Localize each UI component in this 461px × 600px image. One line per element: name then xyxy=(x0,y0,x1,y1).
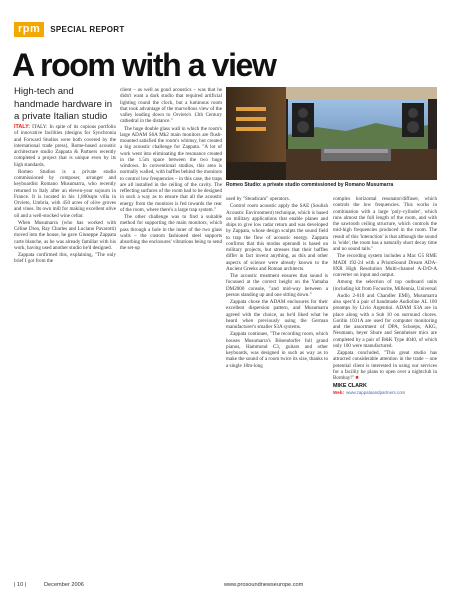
body-paragraph: complex horizontal resonator/diffuser, which controls the low frequencies. This works in combination with a large 'poly-cylinder', which runs almost the full length of the room, and with the sawtooth ceiling structure, which controls the mid-high frequencies produced in the room. The result of this 'interaction' is that although the sound is 'wide', the room has a naturally short decay time and no sound tails." xyxy=(333,196,437,252)
article-headline: A room with a view xyxy=(12,47,276,83)
article-column-3 xyxy=(226,196,328,411)
body-paragraph: The acoustic treatment ensures that sound is focussed at the correct height on the Yamaha DM2000 console, "and mid-way between a person standing up and one sitting down." xyxy=(226,273,328,298)
contact-line xyxy=(333,390,437,396)
studio-photo xyxy=(226,87,437,180)
body-paragraph: Among the selection of top outboard units (including kit from Focusrite, Millennia, Universal xyxy=(333,279,437,292)
body-paragraph: The other challenge was to find a suitable method for supporting the main monitors, which pass through a hole in the inner of the two glass walls – the custom fashioned steel supports absorbing the enclosures' vibrations being to send the set-up xyxy=(120,214,222,252)
photo-caption: Romeo Studio: a private studio commissioned by Romano Musumarra xyxy=(226,182,394,188)
body-paragraph: Romeo Studios is a private studio commissioned by composer, arranger and keyboardist Romano Musumarra, who recently returned to Italy after an eleven-year sojourn in France. It is located in his 1,800sqm villa in Orvieto, Umbria, with 450 acres of olive groves and vines. Its own mill for making excellent olive oil and a well-stocked wine cellar. xyxy=(14,168,116,219)
body-paragraph: Audio 2-610 and Chandler EMI), Musumarra also spec'd a pair of handmade Audioline AL 100 preamps by Livio Argentini. ADAM S3A are in place along with a Sub 10 on surround chores. Gordin 1031A are used for computer monitoring and the assortment of DPA, Schoeps, AKG, Neumann, beyer Shure and Sennheiser mics are completed by a pair of B&K Type 4040, of which only 100 were manufactured. xyxy=(333,292,437,349)
body-paragraph: Zappata confirmed this, explaining, "The only brief I got from the xyxy=(14,252,116,265)
section-header xyxy=(14,22,125,37)
section-label: SPECIAL REPORT xyxy=(50,25,125,34)
article-deck: High-tech and handmade hardware in a private Italian studio xyxy=(14,86,113,122)
body-paragraph: Control room acoustic apply the SAE (Soulish Acoustic Environment) technique, which is based on military applications that enable planes and ships to give low radar return and was developed by Zappata, whose design sculpts the sound field to trap the flow of acoustic energy. Zappata confirms that this modus operandi is based on military projects, but stresses that their baffles differ in fact invent anything, as this and other aspects of science were already known to the Ancient Greeks and Roman architects. xyxy=(226,203,328,272)
publication-logo: rpm xyxy=(14,22,44,37)
body-paragraph: client – as well as good acoustics – was that he didn't want a dark studio that required artificial lighting round the clock, but a luminous room that took advantage of the marvellous view of the valley leading down to Orvieto's 13th Century cathedral in the distance." xyxy=(120,87,222,125)
article-column-1 xyxy=(14,124,116,411)
footer-url[interactable]: www.prosoundnewseurope.com xyxy=(224,582,304,588)
paragraph-text: ITALY: In spite of its copious portfolio of innovative facilities (designs for Synchronia and Forward Studios were both covered by the international trade press), Rome-based acoustic architecture studio Zappata & Partners recently completed a project that is unique even by its high standards. xyxy=(14,124,116,168)
issue-date: December 2006 xyxy=(44,582,84,588)
web-label: Web: xyxy=(333,389,345,395)
end-mark-icon: ■ xyxy=(355,375,359,381)
body-paragraph: used by "Steadicam" operators. xyxy=(226,196,290,202)
page-number: | 10 | xyxy=(14,582,27,588)
article-column-2 xyxy=(120,87,222,411)
dateline: ITALY: xyxy=(14,124,31,130)
body-paragraph xyxy=(14,124,116,168)
website-link[interactable]: www.zappataandpartners.com xyxy=(346,389,406,395)
body-paragraph: The huge double glass wall in which the room's large ADAM S6A Mk2 main monitors are flush-mounted satisfied the room's whimsy, but created a big acoustic challenge for Zappata. "A lot of work went into eliminating the resonance created in the 1.5m space between the two huge windows. In conventional studios, this area is normally walled, with baffles behind the monitors to control low frequencies – in this case, the traps are all installed in the ceiling of the cavity. The reflecting surfaces of the room had to be designed in such a way as to ensure that all the acoustic energy from the monitors is fed towards the rear of the room, where there's a large trap system." xyxy=(120,125,222,213)
body-paragraph: Zappata chose the ADAM enclosures for their excellent dispersion pattern, and Musumarra agreed with the choice, as he'd liked what he heard when previously using the German manufacturer's smaller S3A systems. xyxy=(226,299,328,330)
paragraph-text: Zappata concluded, "This great studio has attracted considerable attention in the trade – one potential client is interested in using our services for a facility he plans to open over a nightclub in Bombay!" xyxy=(333,350,437,381)
body-paragraph xyxy=(333,350,437,381)
article-column-4 xyxy=(333,196,437,411)
studio-photo-illustration xyxy=(226,87,437,180)
page-footer xyxy=(14,582,437,592)
author-byline: MIKE CLARK xyxy=(333,383,367,390)
body-paragraph: When Musumarra (who has worked with Céline Dion, Ray Charles and Luciano Pavarotti) moved into the house, he gave Giuseppe Zappata carte blanche, as he was already familiar with his work, having used another studio he'd designed. xyxy=(14,219,116,251)
body-paragraph: The recording system includes a Mac G5 RME MADI 192-24 with a PrismSound Dream ADA-8XR High Resolution Multi-channel A-D/D-A converter on input and output. xyxy=(333,253,437,278)
body-paragraph: Zappata continues, "The recording room, which houses Musumarra's Bösendorfer full grand pianos, Hammond C3, guitars and other keyboards, was designed in such as way as to make the sound of a room twice its size, thanks to a single 18m-long xyxy=(226,331,328,369)
